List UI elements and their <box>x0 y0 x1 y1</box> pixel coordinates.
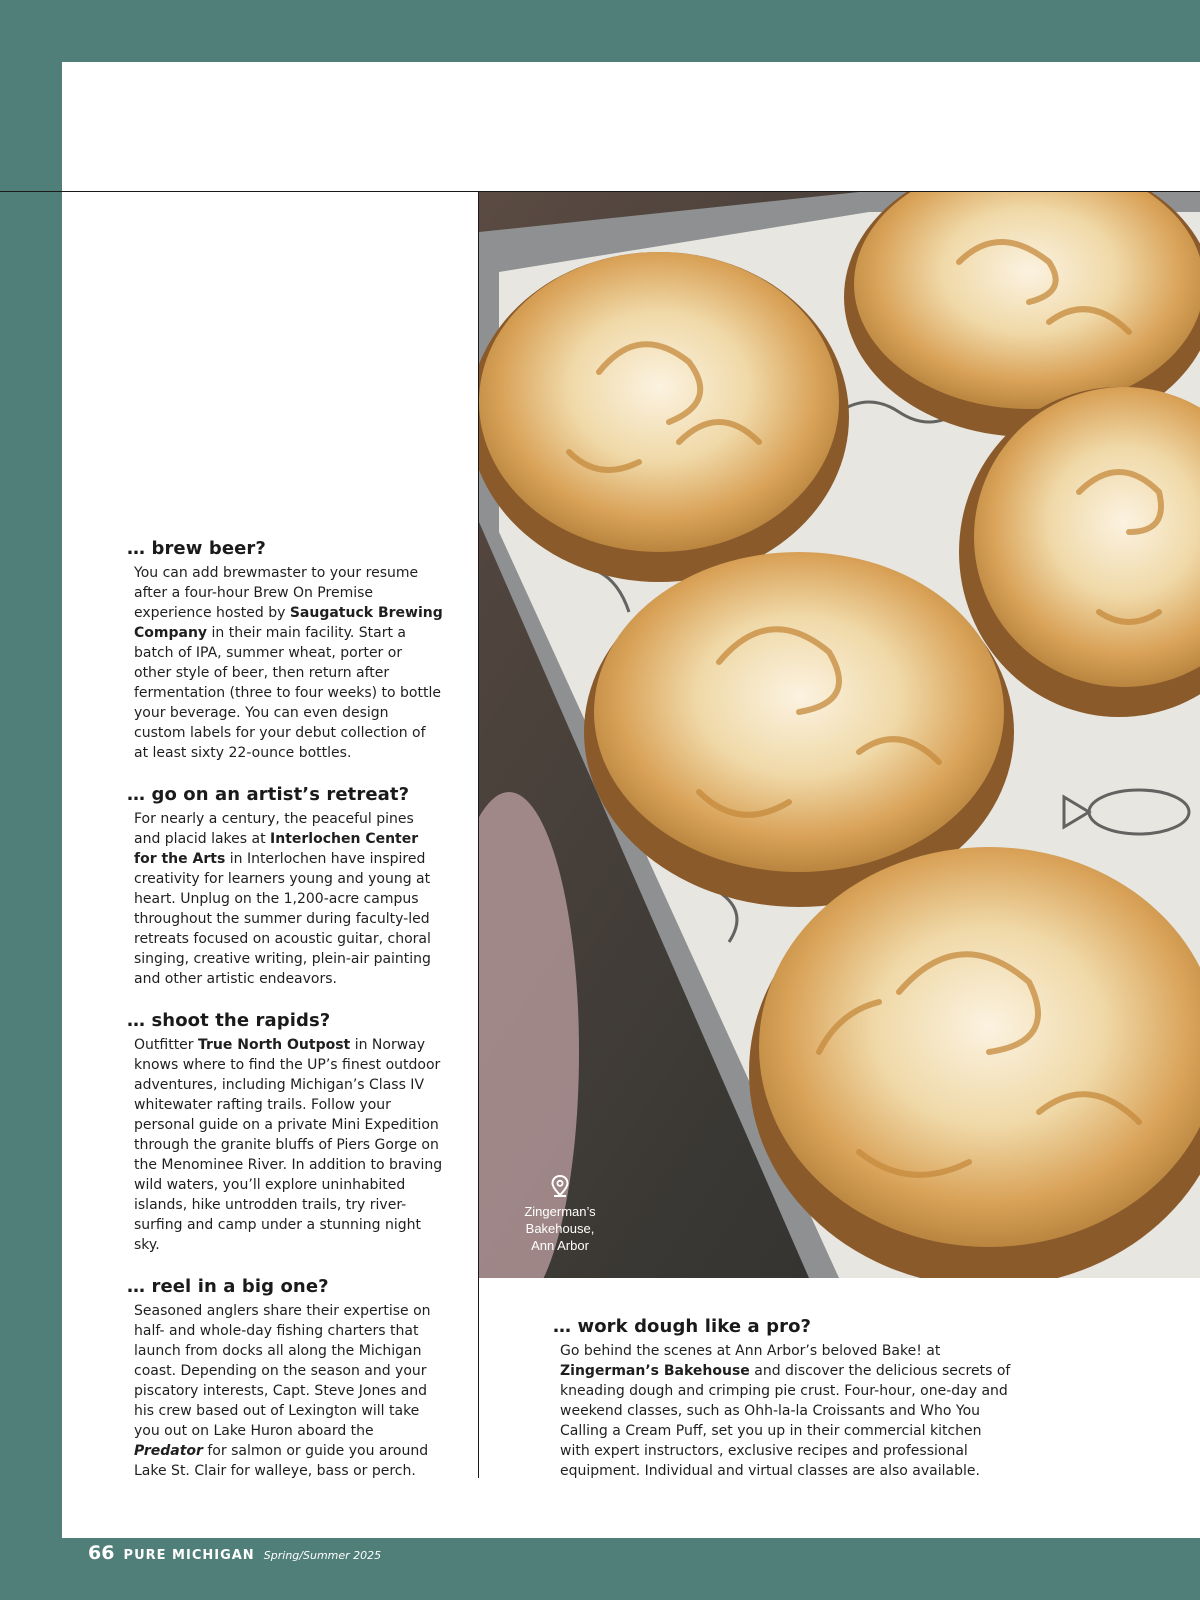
page-footer <box>88 1542 381 1564</box>
section-brew-beer <box>127 538 443 763</box>
location-pin-icon <box>551 1175 569 1197</box>
section-reel-big-one <box>127 1276 443 1481</box>
body-text: and discover the delicious secrets of kneading dough and crimping pie crust. Four-hour, one-day and weekend classes, such as Ohh-la-la Croissants and Who You Calling a Cream Puff, set you up in their commercial kitchen with expert instructors, exclusive recipes and professional equipment. Individual and virtual classes are also available. <box>560 1363 1011 1479</box>
caption-line: Zingerman’s <box>524 1204 596 1219</box>
body-text: in Interlochen have inspired creativity for learners young and young at heart. Unplug on the 1,200-acre campus throughout the summer during faculty-led retreats focused on acoustic guitar, choral singing, creative writing, plein-air painting and other artistic endeavors. <box>134 851 431 987</box>
body-text: For nearly a century, the peaceful pines and placid lakes at <box>134 811 414 847</box>
caption-line: Bakehouse, <box>525 1221 595 1236</box>
body-text: for salmon or guide you around Lake St. Clair for walleye, bass or perch. <box>134 1443 429 1479</box>
body-text: in their main facility. Start a batch of IPA, summer wheat, porter or other style of beer, then return after fermentation (three to four weeks) to bottle your beverage. You can even design custom labels for your debut collection of at least sixty 22-ounce bottles. <box>134 625 441 761</box>
section-heading: … reel in a big one? <box>127 1276 329 1297</box>
photo-caption <box>516 1175 604 1254</box>
section-body <box>134 809 443 989</box>
section-heading: … work dough like a pro? <box>553 1316 812 1337</box>
venue-name: Interlochen Center for the Arts <box>134 831 419 867</box>
venue-name: Zingerman’s Bakehouse <box>560 1363 750 1379</box>
section-shoot-rapids <box>127 1010 443 1255</box>
body-text: Go behind the scenes at Ann Arbor’s beloved Bake! at <box>560 1343 941 1359</box>
section-body <box>134 1301 443 1481</box>
venue-name: Saugatuck Brewing Company <box>134 605 443 641</box>
venue-name: True North Outpost <box>198 1037 351 1053</box>
magazine-brand: PURE MICHIGAN <box>123 1548 255 1563</box>
issue-label: Spring/Summer 2025 <box>263 1549 382 1562</box>
section-heading: … go on an artist’s retreat? <box>127 784 410 805</box>
body-text: Seasoned anglers share their expertise on half- and whole-day fishing charters that launch from docks all along the Michigan coast. Depending on the season and your piscatory interests, Capt. Steve Jones and his crew based out of Lexington will take you out on Lake Huron aboard the <box>134 1303 431 1439</box>
body-text: You can add brewmaster to your resume after a four-hour Brew On Premise experience hosted by <box>134 565 419 621</box>
section-heading: … shoot the rapids? <box>127 1010 331 1031</box>
section-work-dough <box>553 1316 1013 1481</box>
body-text: Outfitter <box>134 1037 198 1053</box>
section-body <box>134 1035 443 1255</box>
boat-name: Predator <box>134 1443 203 1459</box>
section-body <box>134 563 443 763</box>
section-artists-retreat <box>127 784 443 989</box>
body-text: in Norway knows where to find the UP’s finest outdoor adventures, including Michigan’s Class IV whitewater rafting trails. Follow your personal guide on a private Mini Expedition through the granite bluffs of Piers Gorge on the Menominee River. In addition to braving wild waters, you’ll explore uninhabited islands, hike untrodden trails, try river-surfing and camp under a stunning night sky. <box>134 1037 443 1253</box>
section-body <box>560 1341 1013 1481</box>
tart-photo <box>479 192 1200 1278</box>
caption-line: Ann Arbor <box>531 1238 589 1253</box>
page-number: 66 <box>88 1542 115 1564</box>
section-heading: … brew beer? <box>127 538 266 559</box>
